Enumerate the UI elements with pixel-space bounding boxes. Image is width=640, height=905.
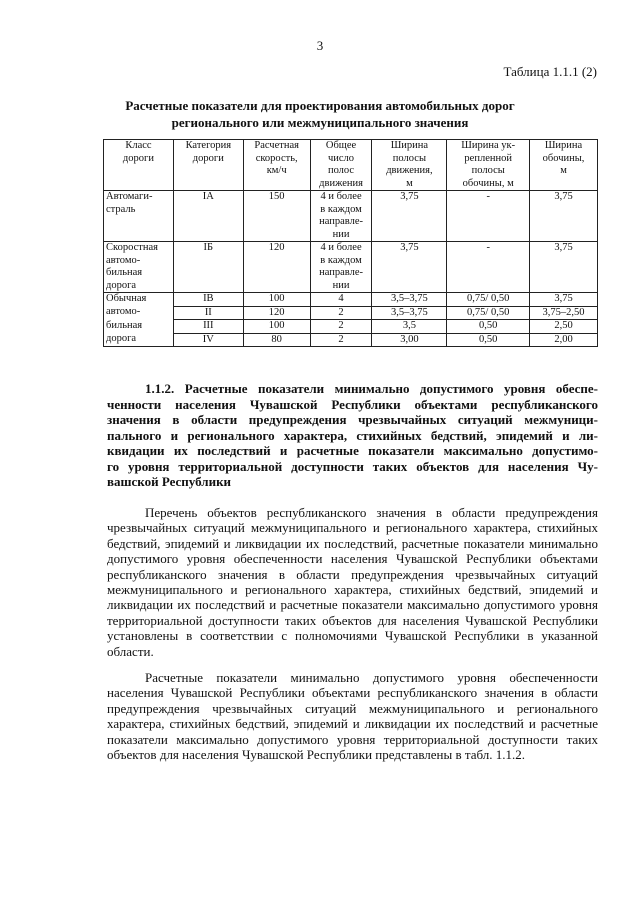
page-number: 3	[316, 38, 324, 53]
cell-reinforced-width: 0,50	[447, 320, 530, 334]
cell-road-class: автомо-	[104, 306, 174, 320]
cell-lanes: 4 и более в каждом направле- нии	[310, 242, 372, 293]
cell-speed: 120	[243, 306, 310, 320]
table-title-line: Расчетные показатели для проектирования автомобильных дорог	[125, 98, 515, 113]
cell-shoulder-width: 3,75–2,50	[530, 306, 598, 320]
header-road-category: Категория дороги	[173, 140, 243, 191]
header-shoulder-width: Ширина обочины, м	[530, 140, 598, 191]
cell-lanes: 2	[310, 306, 372, 320]
cell-road-class: Скоростная автомо- бильная дорога	[104, 242, 174, 293]
cell-lane-width: 3,00	[372, 333, 447, 347]
cell-road-class: Обычная	[104, 293, 174, 307]
table-reference: Таблица 1.1.1 (2)	[503, 64, 597, 79]
cell-lanes: 4 и более в каждом направле- нии	[310, 191, 372, 242]
cell-reinforced-width: -	[447, 191, 530, 242]
cell-shoulder-width: 3,75	[530, 242, 598, 293]
cell-category: IВ	[173, 293, 243, 307]
heading-line: пального и регионального характера, стихийных бедствий, эпидемий и ли-	[107, 427, 598, 443]
cell-lanes: 2	[310, 333, 372, 347]
cell-lane-width: 3,5–3,75	[372, 293, 447, 307]
header-road-class: Класс дороги	[104, 140, 174, 191]
header-reinforced-shoulder-width: Ширина ук- репленной полосы обочины, м	[447, 140, 530, 191]
heading-line: значения в области предупреждения чрезвычайных ситуаций межмуници-	[107, 412, 598, 427]
cell-lane-width: 3,5–3,75	[372, 306, 447, 320]
table-row	[104, 242, 598, 293]
table-row	[104, 293, 598, 307]
cell-category: IБ	[173, 242, 243, 293]
header-lane-width: Ширина полосы движения, м	[372, 140, 447, 191]
cell-category: IV	[173, 333, 243, 347]
cell-speed: 80	[243, 333, 310, 347]
cell-category: III	[173, 320, 243, 334]
body-paragraph: Перечень объектов республиканского значения в области предупреждения чрезвычайных ситуаций межмуниципального и регионального характера, стихийных бедствий, эпидемий и ликвидации их последствий, расчетные показатели минимально допустимого уровня обеспеченности населения Чувашской Республики объектами республиканского значения в области предупреждения чрезвычайных ситуаций межмуниципального и регионального характера, стихийных бедствий, эпидемий и ликвидации их последствий и расчетные показатели максимально допустимого уровня территориальной доступности таких объектов для населения Чувашской Республики установлены в соответствии с полномочиями Чувашской Республики в указанной области.	[107, 505, 598, 659]
cell-reinforced-width: 0,75/ 0,50	[447, 306, 530, 320]
table-row	[104, 320, 598, 334]
cell-category: IА	[173, 191, 243, 242]
header-lane-count: Общее число полос движения	[310, 140, 372, 191]
cell-speed: 150	[243, 191, 310, 242]
heading-line: го уровня территориальной доступности таких объектов для населения Чу-	[107, 458, 598, 474]
cell-shoulder-width: 3,75	[530, 191, 598, 242]
cell-speed: 100	[243, 320, 310, 334]
heading-line: квидации их последствий и расчетные показатели максимально допустимо-	[107, 443, 598, 458]
cell-lane-width: 3,75	[372, 242, 447, 293]
table-row	[104, 333, 598, 347]
cell-lane-width: 3,5	[372, 320, 447, 334]
cell-reinforced-width: 0,50	[447, 333, 530, 347]
table-title	[100, 97, 540, 131]
cell-speed: 100	[243, 293, 310, 307]
cell-road-class: Автомаги- страль	[104, 191, 174, 242]
heading-line: ченности населения Чувашской Республики объектами республиканского	[107, 396, 598, 412]
road-parameters-table	[103, 139, 598, 347]
cell-lane-width: 3,75	[372, 191, 447, 242]
cell-speed: 120	[243, 242, 310, 293]
table-header-row	[104, 140, 598, 191]
table-row	[104, 191, 598, 242]
section-heading	[107, 381, 598, 490]
table-row	[104, 306, 598, 320]
heading-line: 1.1.2. Расчетные показатели минимально допустимого уровня обеспе-	[145, 381, 598, 396]
header-design-speed: Расчетная скорость, км/ч	[243, 140, 310, 191]
table-title-line: регионального или межмуниципального значения	[171, 115, 469, 130]
body-paragraph: Расчетные показатели минимально допустимого уровня обеспеченности населения Чувашской Республики объектами республиканского значения в области предупреждения чрезвычайных ситуаций межмуниципального и регионального характера, стихийных бедствий, эпидемий и ликвидации их последствий и расчетные показатели максимально допустимого уровня территориальной доступности таких объектов для населения Чувашской Республики представлены в табл. 1.1.2.	[107, 670, 598, 763]
cell-category: II	[173, 306, 243, 320]
cell-shoulder-width: 2,00	[530, 333, 598, 347]
cell-shoulder-width: 3,75	[530, 293, 598, 307]
cell-lanes: 2	[310, 320, 372, 334]
heading-line: вашской Республики	[107, 474, 232, 489]
cell-shoulder-width: 2,50	[530, 320, 598, 334]
cell-lanes: 4	[310, 293, 372, 307]
cell-reinforced-width: -	[447, 242, 530, 293]
cell-reinforced-width: 0,75/ 0,50	[447, 293, 530, 307]
cell-road-class: дорога	[104, 333, 174, 347]
cell-road-class: бильная	[104, 320, 174, 334]
